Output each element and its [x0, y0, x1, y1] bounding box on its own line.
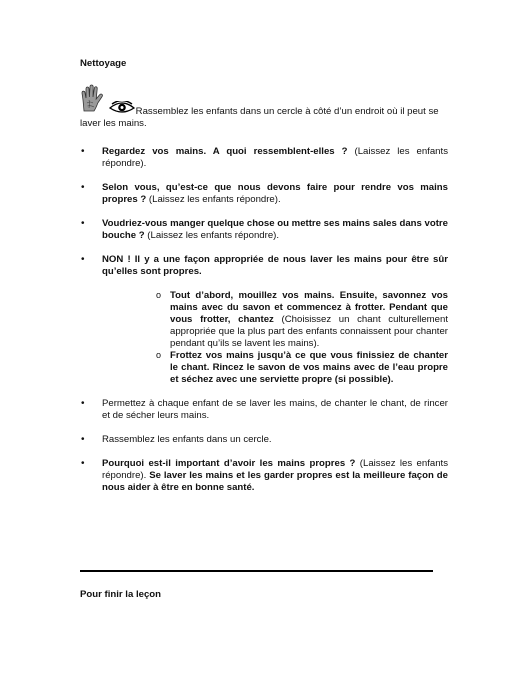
list-item: [80, 254, 448, 386]
list-item-bold-conclusion: Se laver les mains et les garder propres est la meilleure façon de nous aider à être en bonne santé.: [102, 470, 448, 493]
sub-item-bold: Frottez vos mains jusqu’à ce que vous finissiez de chanter le chant. Rincez le savon de vos mains avec de l’eau propre et séchez avec une serviette propre (si possible).: [170, 350, 448, 385]
instruction-icons: [80, 84, 135, 118]
list-item-text: (Laissez les enfants répondre).: [146, 194, 281, 205]
intro-paragraph: [80, 84, 448, 130]
list-item-bold: Pourquoi est-il important d’avoir les mains propres ?: [102, 458, 356, 469]
list-item: [80, 146, 448, 170]
list-item: [80, 458, 448, 494]
list-item-text: Permettez à chaque enfant de se laver les mains, de chanter le chant, de rincer et de sécher leurs mains.: [102, 398, 448, 421]
list-item-text: (Laissez les enfants répondre).: [102, 146, 448, 169]
eye-icon: [109, 101, 135, 114]
list-item-bold: Voudriez-vous manger quelque chose ou mettre ses mains sales dans votre bouche ?: [102, 218, 448, 241]
list-item-bold: Regardez vos mains. A quoi ressemblent-elles ?: [102, 146, 348, 157]
section-divider: [80, 570, 433, 572]
sub-list: [102, 290, 448, 386]
hand-icon: [80, 84, 106, 114]
instruction-list: [80, 146, 448, 506]
list-item-bold: Selon vous, qu’est-ce que nous devons faire pour rendre vos mains propres ?: [102, 182, 448, 205]
list-item: [80, 434, 448, 446]
closing-section-title: Pour finir la leçon: [80, 589, 162, 600]
list-item-text: (Laissez les enfants répondre).: [144, 230, 280, 241]
sub-item-bold: Tout d’abord, mouillez vos mains. Ensuite, savonnez vos mains avec du savon et commencez à frotter. Pendant que vous frotter, chantez: [170, 290, 448, 325]
list-item-bold: NON ! Il y a une façon appropriée de nous laver les mains pour être sûr qu’elles sont propres.: [102, 254, 448, 277]
list-item: [80, 182, 448, 206]
list-item-text: (Laissez les enfants répondre).: [102, 458, 448, 481]
sub-list-item: [156, 350, 448, 386]
list-item: [80, 398, 448, 422]
section-title: Nettoyage: [80, 58, 127, 69]
list-item: [80, 218, 448, 242]
intro-text: Rassemblez les enfants dans un cercle à côté d’un endroit où il peut se laver les mains.: [80, 106, 439, 129]
list-item-text: Rassemblez les enfants dans un cercle.: [102, 434, 272, 445]
sub-item-text: (Choisissez un chant culturellement appropriée que la plus part des enfants connaissent pour chanter pendant qu’ils se lavent les mains).: [170, 314, 449, 349]
sub-list-item: [156, 290, 448, 350]
